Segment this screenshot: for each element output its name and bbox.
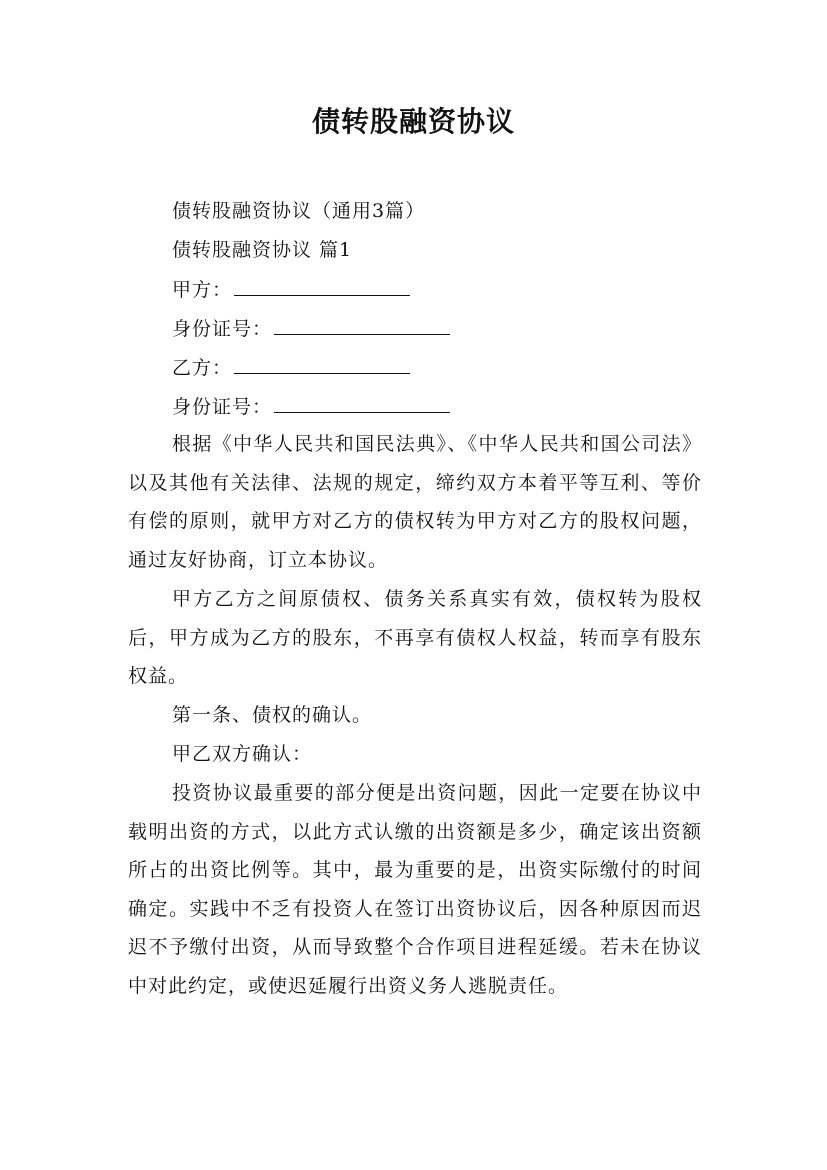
party-b-id-blank (274, 392, 450, 413)
party-b-blank (234, 353, 410, 374)
article-one-heading: 第一条、债权的确认。 (172, 704, 373, 726)
section-heading: 债转股融资协议 篇1 (172, 239, 353, 261)
document-subtitle: 债转股融资协议（通用3篇） (172, 200, 426, 222)
party-a-field (172, 275, 410, 304)
party-b-label: 乙方： (172, 357, 233, 379)
party-a-id-blank (274, 314, 450, 335)
party-a-id-field (172, 314, 450, 343)
paragraph-investment: 投资协议最重要的部分便是出资问题，因此一定要在协议中载明出资的方式，以此方式认缴的出资额是多少，确定该出资额所占的出资比例等。其中，最为重要的是，出资实际缴付的时间确定。实践中不乏有投资人在签订出资协议后，因各种原因而迟迟不予缴付出资，从而导致整个合作项目进程延缓。若未在协议中对此约定，或使迟延履行出资义务人逃脱责任。 (128, 782, 702, 997)
party-b-id-label: 身份证号： (172, 396, 273, 418)
paragraph-debt-to-equity: 甲方乙方之间原债权、债务关系真实有效，债权转为股权后，甲方成为乙方的股东，不再享有债权人权益，转而享有股东权益。 (128, 588, 702, 687)
party-a-id-label: 身份证号： (172, 318, 273, 340)
document-title: 债转股融资协议 (311, 105, 515, 138)
party-a-blank (234, 275, 410, 296)
paragraph-confirmation: 甲乙双方确认： (172, 743, 313, 765)
paragraph-legal-basis: 根据《中华人民共和国民法典》、《中华人民共和国公司法》以及其他有关法律、法规的规定，缔约双方本着平等互利、等价有偿的原则，就甲方对乙方的债权转为甲方对乙方的股权问题，通过友好协商，订立本协议。 (128, 433, 702, 571)
party-b-id-field (172, 392, 450, 421)
party-b-field (172, 353, 410, 382)
party-a-label: 甲方： (172, 279, 233, 301)
